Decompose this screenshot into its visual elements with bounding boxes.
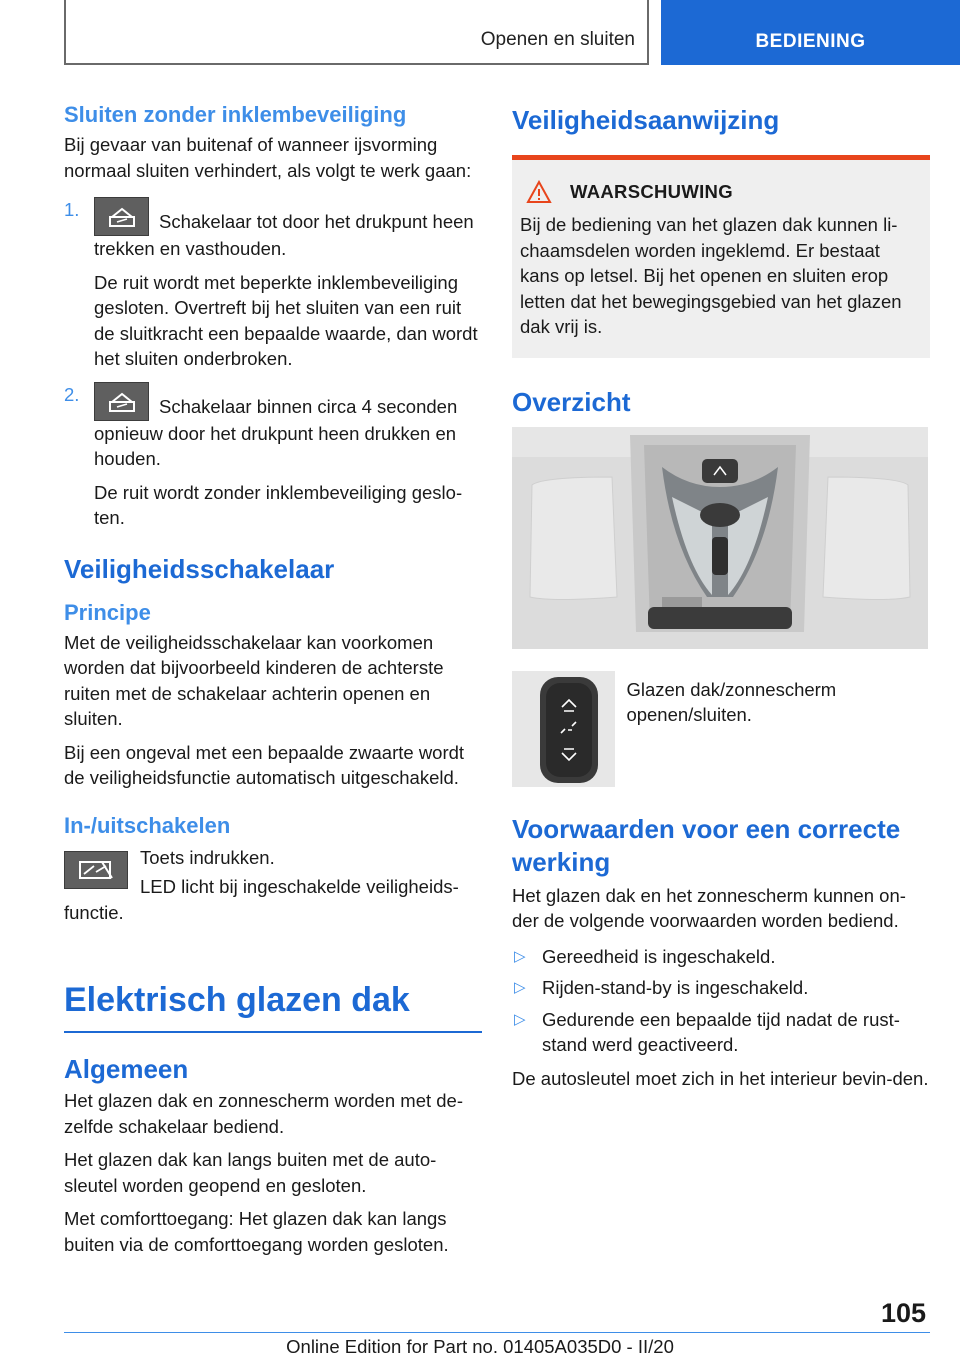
heading-elektrisch-glazen-dak: Elektrisch glazen dak <box>64 979 482 1033</box>
header-section-title: Openen en sluiten <box>480 29 635 50</box>
step-text: Schakelaar tot door het drukpunt heen trekken en vasthouden. <box>94 211 474 259</box>
bullet-triangle-icon: ▷ <box>514 1010 526 1028</box>
heading-algemeen: Algemeen <box>64 1054 189 1084</box>
heading-principe: Principe <box>64 599 151 625</box>
paragraph-inuit-2: LED licht bij ingeschakelde veiligheids-functie. <box>64 876 459 923</box>
paragraph-sluiten: Bij gevaar van buitenaf of wanneer ijsvorming normaal sluiten verhindert, als volgt te werk gaan: <box>64 134 472 181</box>
step-detail: De ruit wordt zonder inklembeveiliging geslo-ten. <box>94 481 463 528</box>
right-column <box>512 100 930 1099</box>
page-number: 105 <box>880 1298 926 1328</box>
heading-overzicht: Overzicht <box>512 386 631 417</box>
warning-box <box>512 155 930 358</box>
child-lock-switch-icon <box>64 851 128 889</box>
heading-sluiten: Sluiten zonder inklembeveiliging <box>64 102 407 127</box>
heading-veiligheidsaanwijzing: Veiligheidsaanwijzing <box>512 105 780 135</box>
step-detail: De ruit wordt met beperkte inklembeveiliging gesloten. Overtreft bij het sluiten van een ruit de sluitkracht een bepaalde waarde, dan wordt het sluiten onderbroken. <box>94 271 478 369</box>
step-number: 1. <box>64 199 80 220</box>
thumb-caption: Glazen dak/zonnescherm openen/sluiten. <box>626 678 837 725</box>
heading-in-uitschakelen: In-/uitschakelen <box>64 812 231 838</box>
paragraph-principe-2: Bij een ongeval met een bepaalde zwaarte wordt de veiligheidsfunctie automatisch uitgeschakeld. <box>64 741 465 788</box>
step-text: Schakelaar binnen circa 4 seconden opnieuw door het drukpunt heen drukken en houden. <box>94 395 458 469</box>
step-number: 2. <box>64 383 80 405</box>
paragraph-algemeen-1: Het glazen dak en zonnescherm worden met de-zelfde schakelaar bediend. <box>64 1090 463 1137</box>
step-item <box>64 197 482 372</box>
overhead-console-photo <box>512 427 928 649</box>
left-column <box>64 100 482 1265</box>
header-chapter-title: BEDIENING <box>755 31 866 52</box>
header-chapter-tab <box>661 0 960 65</box>
paragraph-algemeen-3: Met comforttoegang: Het glazen dak kan langs buiten via de comforttoegang worden gesloten. <box>64 1208 449 1255</box>
step-list <box>64 197 482 531</box>
paragraph-sleutel: De autosleutel moet zich in het interieur bevin-den. <box>512 1067 929 1089</box>
warning-title: WAARSCHUWING <box>570 181 733 202</box>
window-switch-icon <box>94 197 149 236</box>
conditions-list <box>512 944 930 1058</box>
window-switch-icon <box>94 382 149 421</box>
warning-triangle-icon <box>526 180 552 204</box>
paragraph-algemeen-2: Het glazen dak kan langs buiten met de auto-sleutel worden geopend en gesloten. <box>64 1149 437 1196</box>
list-item: ▷ Rijden-stand-by is ingeschakeld. <box>512 975 930 1001</box>
warning-text: Bij de bediening van het glazen dak kunnen li-chaamsdelen worden ingeklemd. Er bestaat kans op letsel. Bij het openen en sluiten erop letten dat het bewegingsgebied van het glazen dak vrij is. <box>520 214 902 337</box>
heading-veiligheidsschakelaar: Veiligheidsschakelaar <box>64 553 335 584</box>
bullet-triangle-icon: ▷ <box>514 979 526 996</box>
heading-voorwaarden: Voorwaarden voor een correcte werking <box>512 813 901 877</box>
list-item: ▷ Gereedheid is ingeschakeld. <box>512 944 930 970</box>
sunroof-switch-photo <box>512 671 615 787</box>
bullet-triangle-icon: ▷ <box>514 947 526 965</box>
list-item: ▷ Gedurende een bepaalde tijd nadat de rust-stand werd geactiveerd. <box>514 1008 900 1055</box>
step-item <box>64 382 482 531</box>
paragraph-inuit-1: Toets indrukken. <box>140 846 275 868</box>
footer-edition: Online Edition for Part no. 01405A035D0 - II/20 <box>286 1336 674 1357</box>
header-section-tab <box>64 0 649 65</box>
paragraph-principe-1: Met de veiligheidsschakelaar kan voorkomen worden dat bijvoorbeeld kinderen de achterste ruiten met de schakelaar achterin openen en sluiten. <box>64 631 444 729</box>
footer-divider <box>64 1332 930 1333</box>
paragraph-voorwaarden: Het glazen dak en het zonnescherm kunnen on-der de volgende voorwaarden worden bediend. <box>512 884 906 931</box>
